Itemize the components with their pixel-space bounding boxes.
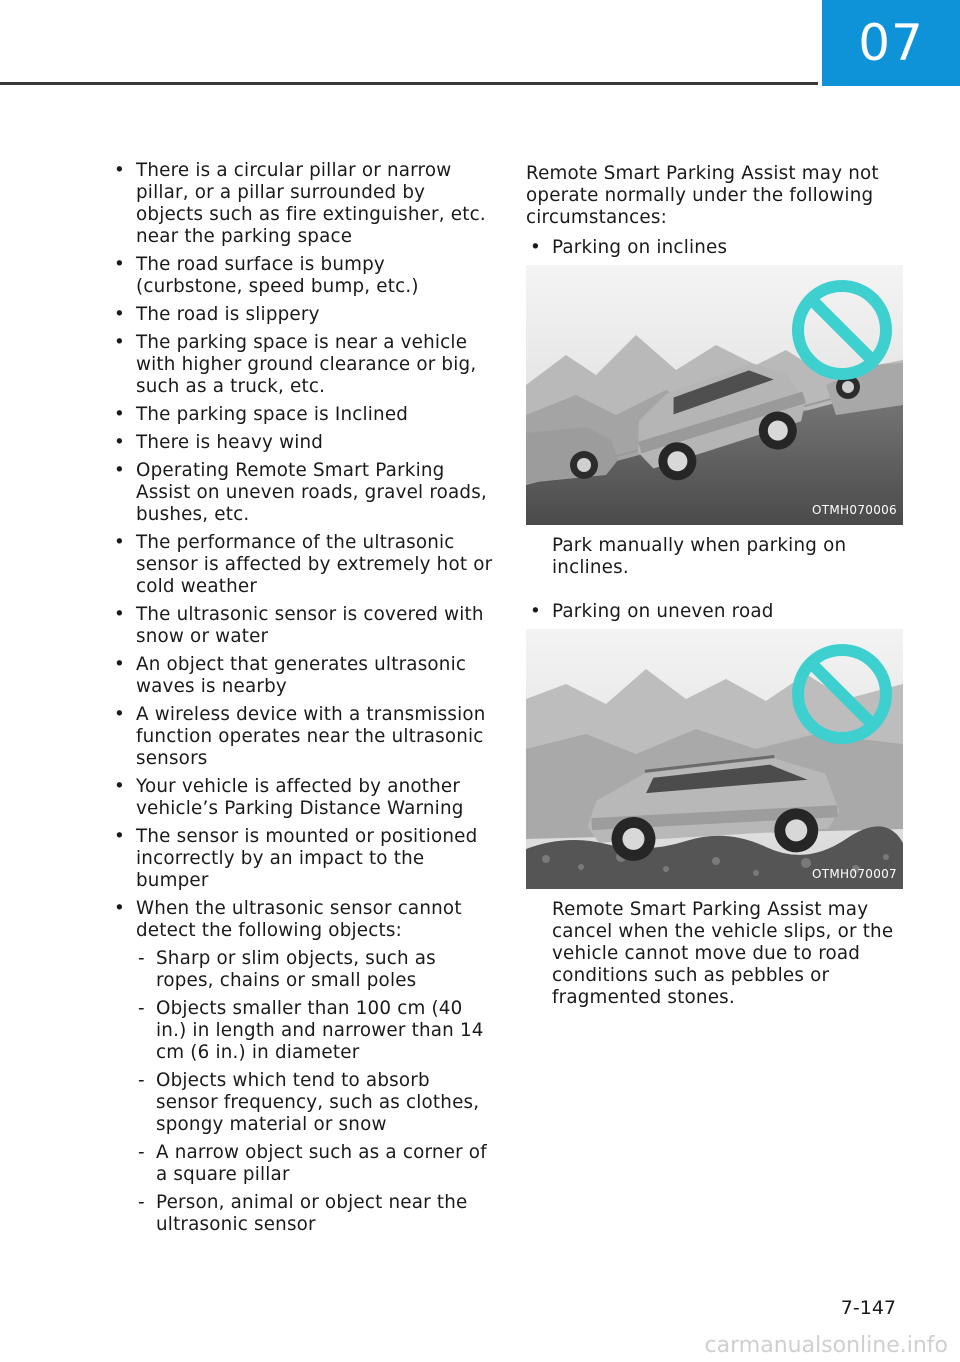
sub-list-item: - Objects which tend to absorb sensor frequency, such as clothes, spongy material or snow xyxy=(136,1070,495,1136)
case2-list xyxy=(526,601,904,623)
right-column xyxy=(526,163,904,1009)
list-item: • A wireless device with a transmission function operates near the ultrasonic sensors xyxy=(110,704,495,770)
condition-list xyxy=(110,160,495,1236)
list-item: • There is a circular pillar or narrow pillar, or a pillar surrounded by objects such as fire extinguisher, etc. near the parking space xyxy=(110,160,495,248)
case1-list xyxy=(526,237,904,259)
figure-code: OTMH070007 xyxy=(812,867,897,881)
left-column xyxy=(110,160,495,1242)
incline-illustration xyxy=(526,265,903,525)
sub-list-item: - Person, animal or object near the ultrasonic sensor xyxy=(136,1192,495,1236)
list-item: • The road is slippery xyxy=(110,304,495,326)
header-rule xyxy=(0,82,818,85)
sub-list-item: - Sharp or slim objects, such as ropes, chains or small poles xyxy=(136,948,495,992)
watermark: carmanualsonline.info xyxy=(704,1333,948,1358)
figure-caption: Remote Smart Parking Assist may cancel when the vehicle slips, or the vehicle cannot move due to road conditions such as pebbles or fragmented stones. xyxy=(552,899,894,1008)
page-number: 7-147 xyxy=(840,1297,896,1319)
list-item: • The ultrasonic sensor is covered with snow or water xyxy=(110,604,495,648)
list-item: • Parking on uneven road xyxy=(526,601,904,623)
list-item-with-sublist xyxy=(110,898,495,1236)
uneven-road-illustration xyxy=(526,629,903,889)
figure-caption: Park manually when parking on inclines. xyxy=(552,535,847,578)
intro-paragraph: Remote Smart Parking Assist may not operate normally under the following circumstances: xyxy=(526,163,879,228)
figure-uneven-road xyxy=(526,629,903,889)
list-item: • Operating Remote Smart Parking Assist on uneven roads, gravel roads, bushes, etc. xyxy=(110,460,495,526)
list-item: • The road surface is bumpy (curbstone, speed bump, etc.) xyxy=(110,254,495,298)
sub-list-item: - A narrow object such as a corner of a square pillar xyxy=(136,1142,495,1186)
list-item: • An object that generates ultrasonic waves is nearby xyxy=(110,654,495,698)
figure-code: OTMH070006 xyxy=(812,503,897,517)
list-item-text: When the ultrasonic sensor cannot detect the following objects: xyxy=(136,898,462,941)
chapter-tab: 07 xyxy=(822,0,960,86)
list-item: • The parking space is near a vehicle with higher ground clearance or big, such as a truck, etc. xyxy=(110,332,495,398)
list-item: • Your vehicle is affected by another vehicle’s Parking Distance Warning xyxy=(110,776,495,820)
list-item: • The performance of the ultrasonic sensor is affected by extremely hot or cold weather xyxy=(110,532,495,598)
list-item: • The sensor is mounted or positioned incorrectly by an impact to the bumper xyxy=(110,826,495,892)
object-sublist xyxy=(136,948,495,1236)
figure-incline xyxy=(526,265,903,525)
list-item: • The parking space is Inclined xyxy=(110,404,495,426)
list-item: • There is heavy wind xyxy=(110,432,495,454)
list-item: • Parking on inclines xyxy=(526,237,904,259)
sub-list-item: - Objects smaller than 100 cm (40 in.) in length and narrower than 14 cm (6 in.) in diameter xyxy=(136,998,495,1064)
